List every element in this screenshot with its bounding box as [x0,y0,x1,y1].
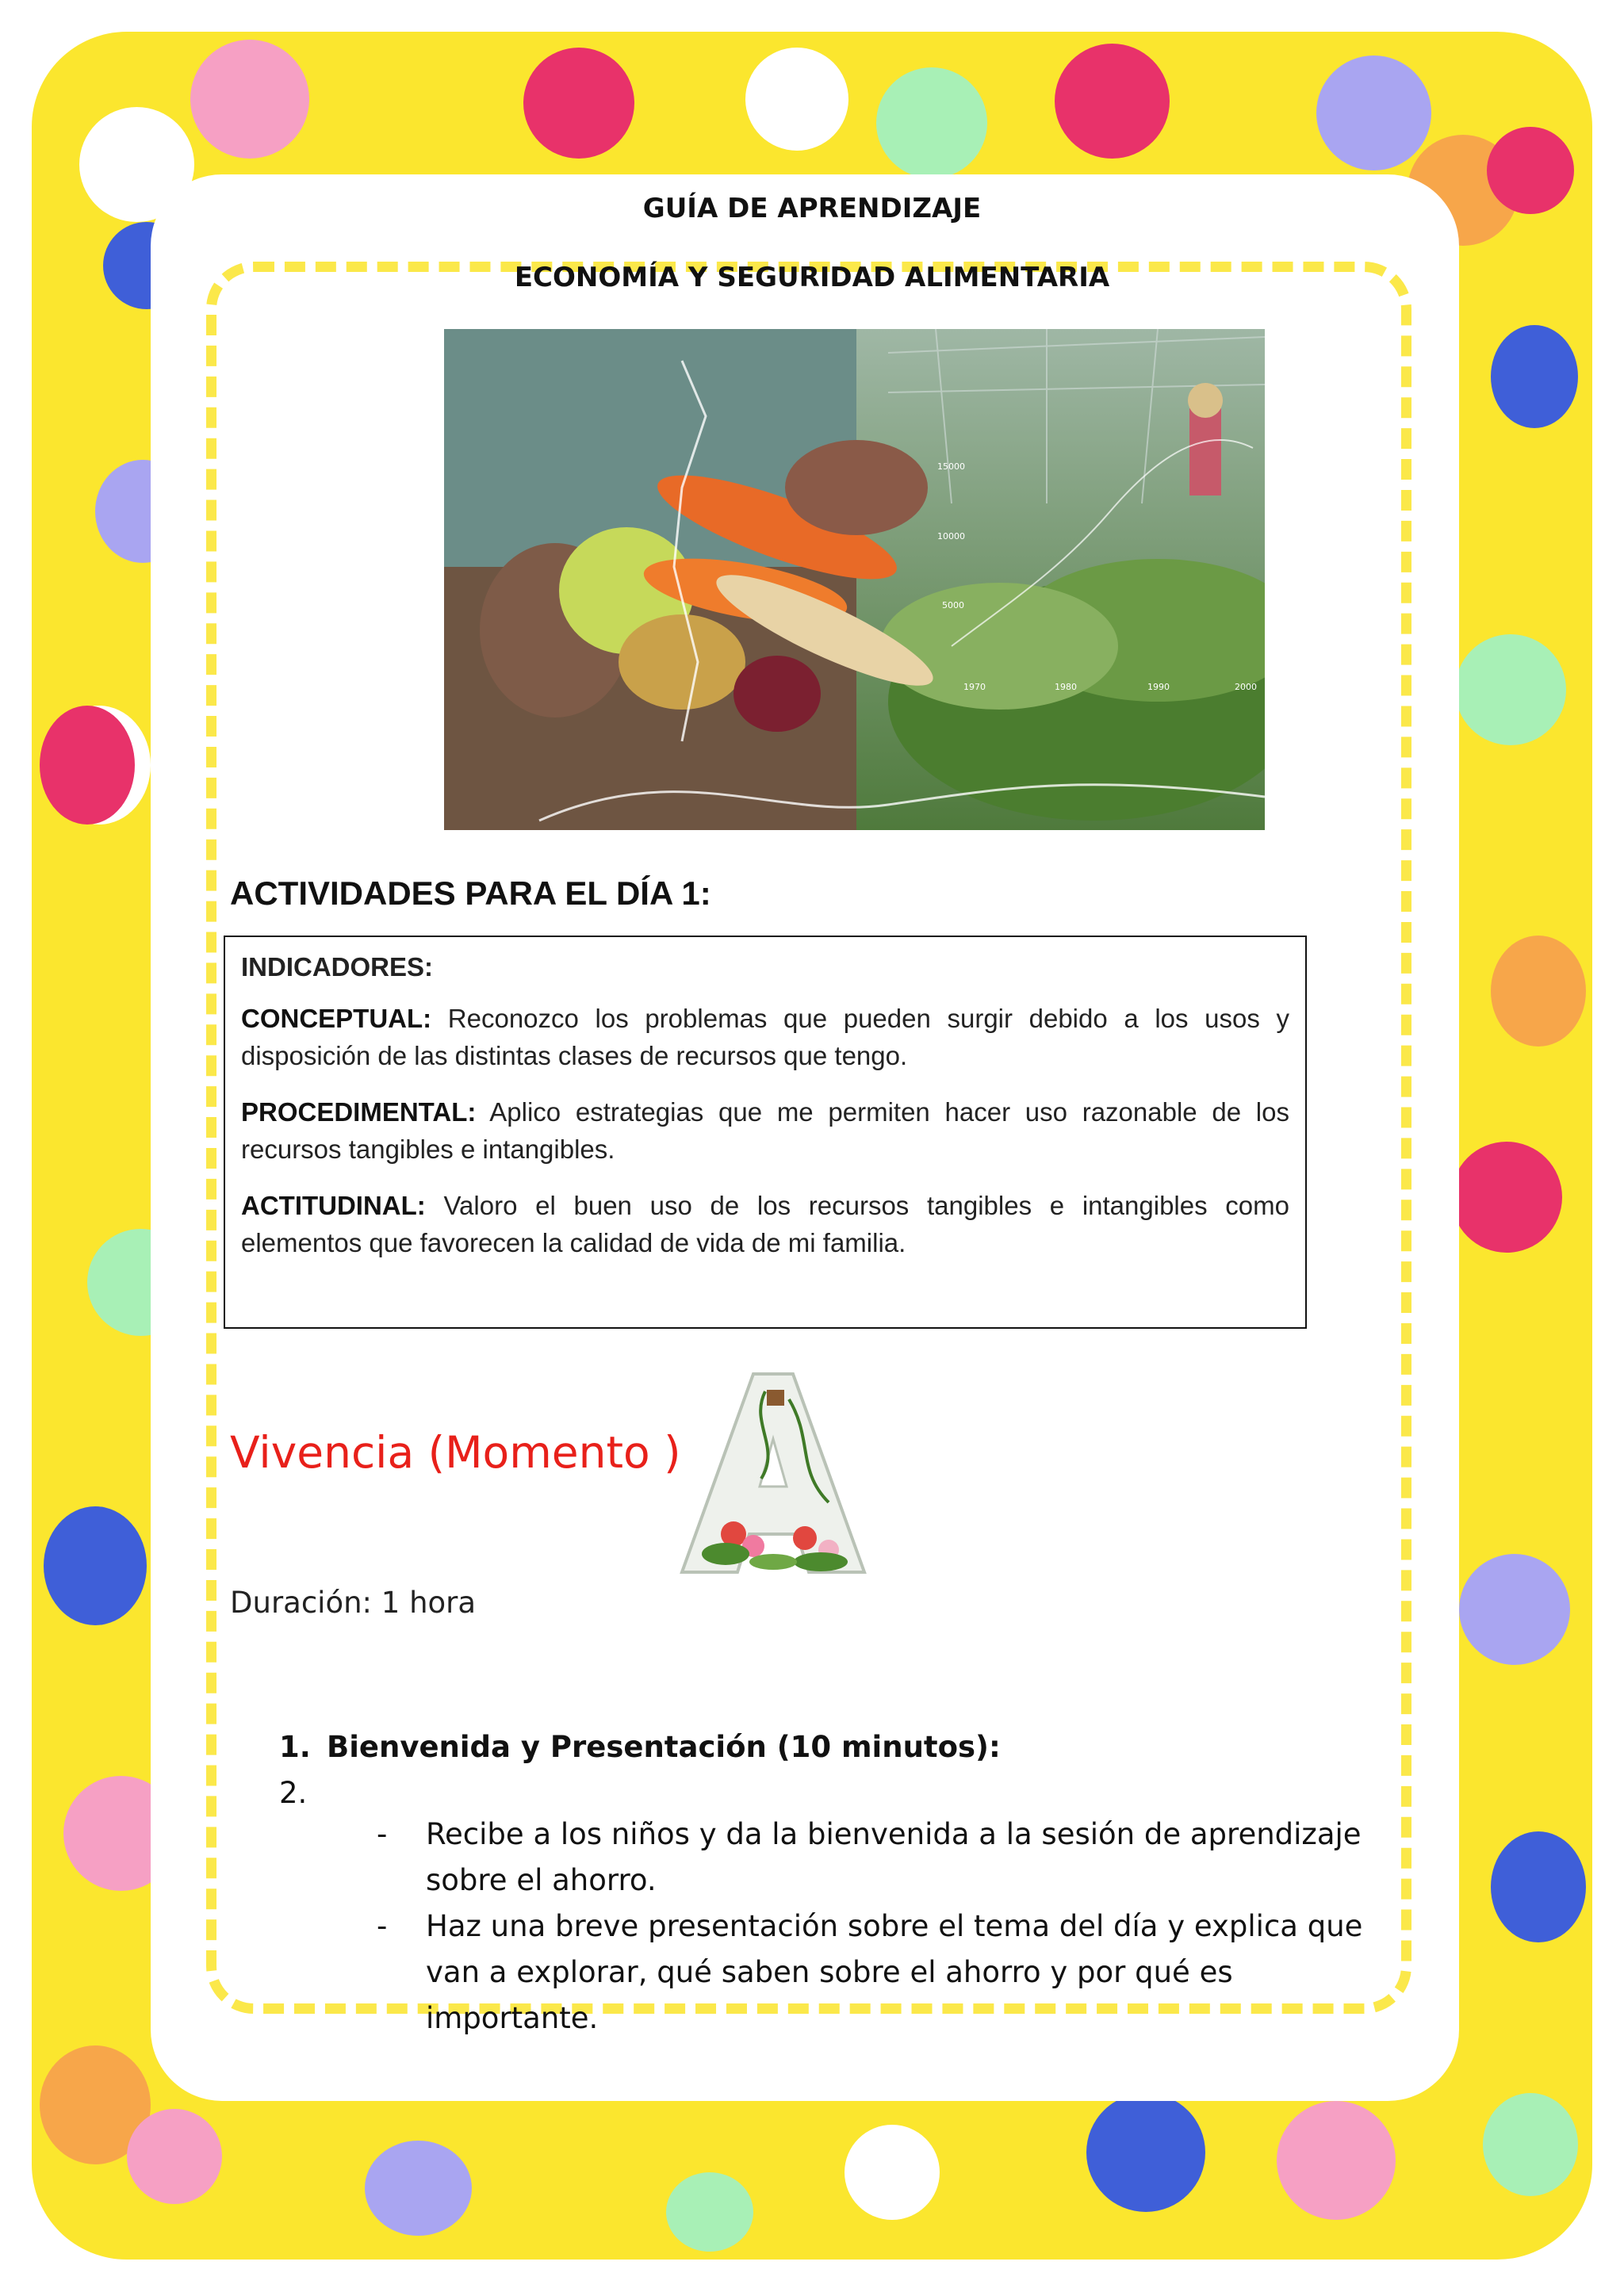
indicators-box [224,936,1307,1329]
polka-dot [845,2125,940,2220]
polka-dot [127,2109,222,2204]
polka-dot [1491,1831,1586,1942]
chart-label: 15000 [937,461,965,472]
bullet-list [377,1812,1388,2042]
polka-dot [40,706,135,825]
indicator-actitudinal [241,1187,1289,1261]
polka-dot [1451,1142,1562,1253]
vivencia-title: Vivencia (Momento ) [230,1427,681,1478]
polka-dot [1277,2101,1396,2220]
guide-subtitle: ECONOMÍA Y SEGURIDAD ALIMENTARIA [514,262,1110,293]
activities-title: ACTIVIDADES PARA EL DÍA 1: [230,874,711,912]
indicator-label: PROCEDIMENTAL: [241,1097,477,1127]
bullet-text: Haz una breve presentación sobre el tema del día y explica que van a explorar, qué saben sobre el ahorro y por qué es importante. [426,1909,1363,2035]
indicators-heading: INDICADORES: [241,952,434,982]
year-label: 1970 [963,682,986,692]
polka-dot [365,2141,472,2236]
polka-dot [1491,325,1578,428]
step-number: 2. [279,1776,308,1810]
year-label: 2000 [1235,682,1257,692]
polka-dot [1316,55,1431,170]
indicator-text: Aplico estrategias que me permiten hacer uso razonable de los recursos tangibles e intangibles. [241,1097,1289,1164]
step-number: 1. [279,1730,311,1764]
polka-dot [1455,634,1566,745]
polka-dot [1055,44,1170,159]
polka-dot [1086,2093,1205,2212]
year-label: 1990 [1147,682,1170,692]
indicator-label: ACTITUDINAL: [241,1191,426,1220]
polka-dot [666,2172,753,2252]
list-item [279,1770,1001,1816]
polka-dot [523,48,634,159]
vegetables-illustration [444,329,1265,830]
indicator-text: Valoro el buen uso de los recursos tangibles e intangibles como elementos que favorecen la calidad de vida de mi familia. [241,1191,1289,1257]
polka-dot [190,40,309,159]
indicator-procedimental [241,1093,1289,1168]
polka-dot [1459,1554,1570,1665]
vegetables-farm-image [444,329,1265,830]
polka-dot [44,1506,147,1625]
steps-list [279,1724,1001,1816]
list-item [377,1904,1388,2042]
polka-dot [876,67,987,178]
bullet-text: Recibe a los niños y da la bienvenida a la sesión de aprendizaje sobre el ahorro. [426,1817,1362,1897]
year-label: 1980 [1055,682,1077,692]
polka-dot [1491,936,1586,1047]
dash-bullet-icon: - [377,1817,388,1851]
indicator-conceptual [241,1000,1289,1074]
polka-dot [745,48,848,151]
list-item [377,1812,1388,1904]
polka-dot [1483,2093,1578,2196]
floral-letter-a-icon [678,1368,868,1578]
list-item [279,1724,1001,1770]
indicator-text: Reconozco los problemas que pueden surgir debido a los usos y disposición de las distintas clases de recursos que tengo. [241,1004,1289,1070]
duration-text: Duración: 1 hora [230,1586,477,1620]
step-text: Bienvenida y Presentación (10 minutos): [327,1730,1001,1764]
chart-label: 5000 [942,600,964,610]
chart-label: 10000 [937,531,965,541]
indicator-label: CONCEPTUAL: [241,1004,432,1033]
dash-bullet-icon: - [377,1909,388,1943]
guide-title: GUÍA DE APRENDIZAJE [642,193,982,224]
